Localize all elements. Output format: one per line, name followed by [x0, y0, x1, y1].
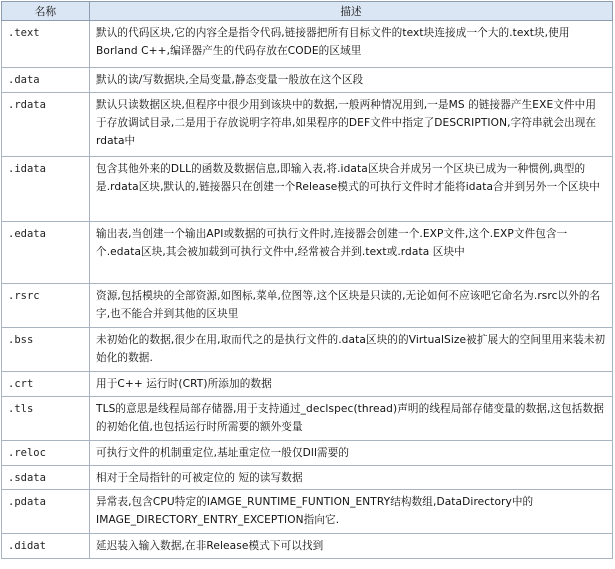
- table-row: [2, 466, 613, 490]
- section-name: .idata: [2, 157, 90, 222]
- section-name: .reloc: [2, 441, 90, 466]
- table-row: [2, 397, 613, 441]
- section-name: .rdata: [2, 93, 90, 157]
- section-description: 默认只读数据区块,但程序中很少用到该块中的数据,一般两种情况用到,一是MS 的链接器产生EXE文件中用于存放调试目录,二是用于存放说明字符串,如果程序的DEF文件中指定了DESCRIPTION,字符串就会出现在rdata中: [90, 93, 613, 157]
- table-row: [2, 68, 613, 93]
- section-name: .bss: [2, 328, 90, 372]
- section-name: .rsrc: [2, 284, 90, 328]
- section-name: .data: [2, 68, 90, 93]
- table-row: [2, 534, 613, 559]
- section-description: 相对于全局指针的可被定位的 短的读写数据: [90, 466, 613, 490]
- section-description: 资源,包括模块的全部资源,如图标,菜单,位图等,这个区块是只读的,无论如何不应该吧它命名为.rsrc以外的名字,也不能合并到其他的区块里: [90, 284, 613, 328]
- section-name: .edata: [2, 222, 90, 284]
- section-table-container: [1, 1, 612, 559]
- section-description: 未初始化的数据,很少在用,取而代之的是执行文件的.data区块的的VirtualSize被扩展大的空间里用来装未初始化的数据.: [90, 328, 613, 372]
- section-description: 用于C++ 运行时(CRT)所添加的数据: [90, 372, 613, 397]
- table-row: [2, 222, 613, 284]
- section-description: 延迟装入输入数据,在非Release模式下可以找到: [90, 534, 613, 559]
- table-row: [2, 490, 613, 534]
- header-name: 名称: [2, 2, 90, 21]
- section-description: 默认的读/写数据块,全局变量,静态变量一般放在这个区段: [90, 68, 613, 93]
- table-row: [2, 328, 613, 372]
- table-header-row: [2, 2, 613, 21]
- section-name: .didat: [2, 534, 90, 559]
- table-row: [2, 441, 613, 466]
- table-row: [2, 157, 613, 222]
- section-description: 可执行文件的机制重定位,基址重定位一般仅Dll需要的: [90, 441, 613, 466]
- section-description: 输出表,当创建一个输出API或数据的可执行文件时,连接器会创建一个.EXP文件,这个.EXP文件包含一个.edata区块,其会被加载到可执行文件中,经常被合并到.text或.rdata 区块中: [90, 222, 613, 284]
- section-description: 包含其他外来的DLL的函数及数据信息,即输入表,将.idata区块合并成另一个区块已成为一种惯例,典型的是.rdata区块,默认的,链接器只在创建一个Release模式的可执行文件时才能将idata合并到另外一个区块中: [90, 157, 613, 222]
- pe-sections-table: [1, 1, 613, 559]
- table-row: [2, 93, 613, 157]
- table-row: [2, 372, 613, 397]
- table-row: [2, 21, 613, 68]
- section-name: .text: [2, 21, 90, 68]
- section-name: .pdata: [2, 490, 90, 534]
- header-description: 描述: [90, 2, 613, 21]
- section-name: .crt: [2, 372, 90, 397]
- section-name: .tls: [2, 397, 90, 441]
- section-name: .sdata: [2, 466, 90, 490]
- table-row: [2, 284, 613, 328]
- section-description: 异常表,包含CPU特定的IAMGE_RUNTIME_FUNTION_ENTRY结构数组,DataDirectory中的IMAGE_DIRECTORY_ENTRY_EXCEPTION指向它.: [90, 490, 613, 534]
- section-description: 默认的代码区块,它的内容全是指令代码,链接器把所有目标文件的text块连接成一个大的.text块,使用Borland C++,编译器产生的代码存放在CODE的区域里: [90, 21, 613, 68]
- section-description: TLS的意思是线程局部存储器,用于支持通过_declspec(thread)声明的线程局部存储变量的数据,这包括数据的初始化值,也包括运行时所需要的额外变量: [90, 397, 613, 441]
